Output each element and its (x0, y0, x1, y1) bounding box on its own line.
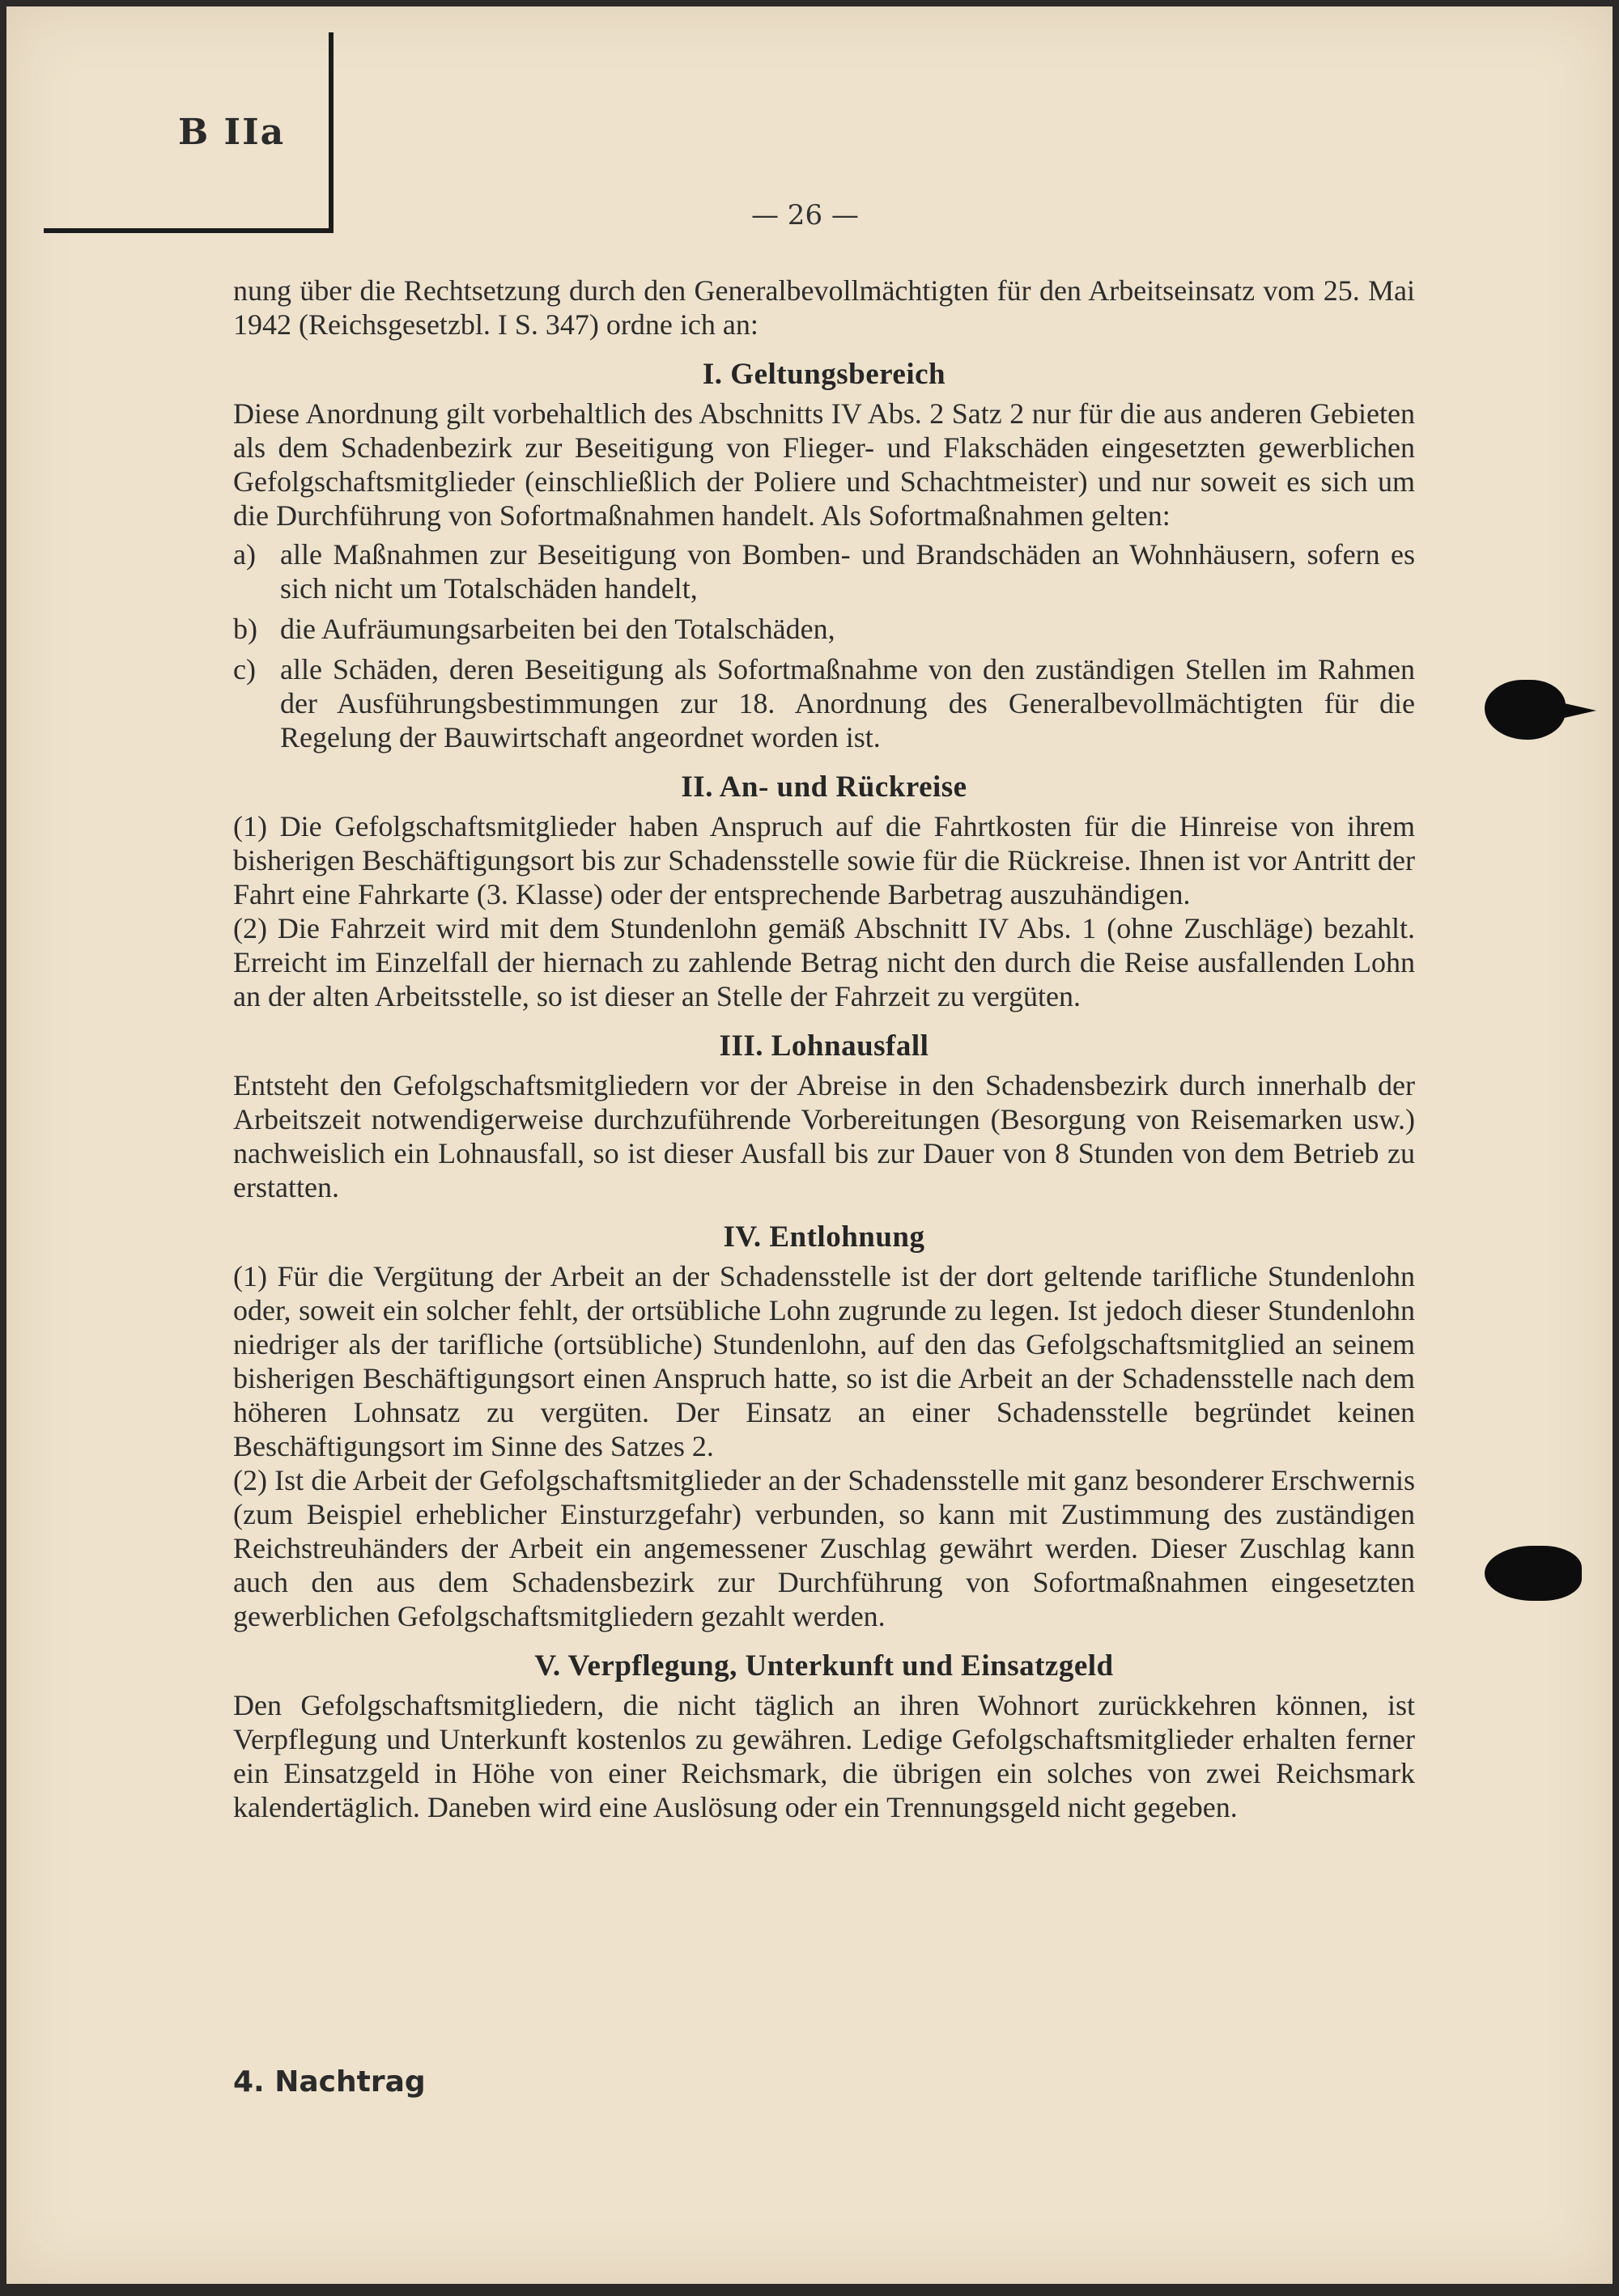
paragraph: Den Gefolgschaftsmitgliedern, die nicht täglich an ihren Wohnort zurückkehren können, ist Verpflegung und Unterkunft kostenlos zu gewähren. Ledige Gefolgschaftsmitglieder erhalten ferner ein Einsatzgeld in Höhe von einer Reichsmark, die übrigen ein solches von zwei Reichsmark kalendertäglich. Daneben wird eine Auslösung oder ein Trennungsgeld nicht gegeben. (233, 1689, 1415, 1823)
paragraph: (2) Ist die Arbeit der Gefolgschaftsmitglieder an der Schadensstelle mit ganz besonderer Erschwernis (zum Beispiel erheblicher Einsturzgefahr) verbunden, so kann mit Zustimmung des zuständigen Reichstreuhänders der Arbeit ein angemessener Zuschlag gewährt werden. Dieser Zuschlag kann auch den aus dem Schadensbezirk zur Durchführung von Sofortmaßnahmen eingesetzten gewerblichen Gefolgschaftsmitgliedern gezahlt werden. (233, 1464, 1415, 1632)
page-number: — 26 — (751, 199, 859, 231)
section-heading: II. An- und Rückreise (681, 770, 967, 804)
section-tag: B IIa (178, 112, 286, 153)
corner-mark-vertical (329, 32, 334, 233)
list-item (233, 612, 1415, 646)
punch-hole-mark (1485, 1546, 1582, 1601)
intro-paragraph: nung über die Rechtsetzung durch den Generalbevollmächtigten für den Arbeitseinsatz vom 25. Mai 1942 (Reichsgesetzbl. I S. 347) ordne ich an: (233, 274, 1415, 341)
paragraph: Diese Anordnung gilt vorbehaltlich des Abschnitts IV Abs. 2 Satz 2 nur für die aus anderen Gebieten als dem Schadenbezirk zur Beseitigung von Flieger- und Flakschäden eingesetzten gewerblichen Gefolgschaftsmitglieder (einschließlich der Poliere und Schachtmeister) und nur soweit es sich um die Durchführung von Sofortmaßnahmen handelt. Als Sofortmaßnahmen gelten: (233, 397, 1415, 532)
footer-nachtrag: 4. Nachtrag (233, 2065, 426, 2099)
punch-hole-mark (1485, 680, 1566, 740)
document-body (233, 274, 1415, 1824)
corner-mark-horizontal (44, 228, 334, 233)
list-item-text: alle Maßnahmen zur Beseitigung von Bomben- und Brandschäden an Wohnhäusern, sofern es sich nicht um Totalschäden handelt, (280, 538, 1415, 605)
list-item-label: a) (233, 538, 256, 571)
section-heading: I. Geltungsbereich (702, 358, 946, 391)
paragraph: Entsteht den Gefolgschaftsmitgliedern vor der Abreise in den Schadensbezirk durch innerhalb der Arbeitszeit notwendigerweise durchzuführende Vorbereitungen (Besorgung von Reisemarken usw.) nachweislich ein Lohnausfall, so ist dieser Ausfall bis zur Dauer von 8 Stunden von dem Betrieb zu erstatten. (233, 1069, 1415, 1203)
list-item-label: c) (233, 653, 256, 685)
list-item (233, 537, 1415, 605)
section-heading: III. Lohnausfall (719, 1029, 929, 1063)
paragraph: (1) Die Gefolgschaftsmitglieder haben Anspruch auf die Fahrtkosten für die Hinreise von ihrem bisherigen Beschäftigungsort bis zur Schadensstelle sowie für die Rückreise. Ihnen ist vor Antritt der Fahrt eine Fahrkarte (3. Klasse) oder der entsprechende Barbetrag auszuhändigen. (233, 810, 1415, 910)
list-item-text: alle Schäden, deren Beseitigung als Sofortmaßnahme von den zuständigen Stellen im Rahmen der Ausführungsbestimmungen zur 18. Anordnung des Generalbevollmächtigten für die Regelung der Bauwirtschaft angeordnet worden ist. (280, 653, 1415, 753)
section-heading: V. Verpflegung, Unterkunft und Einsatzgeld (534, 1649, 1114, 1683)
list-item-label: b) (233, 613, 257, 645)
list-item-text: die Aufräumungsarbeiten bei den Totalschäden, (280, 613, 835, 645)
list-item (233, 652, 1415, 754)
paragraph: (1) Für die Vergütung der Arbeit an der Schadensstelle ist der dort geltende tarifliche Stundenlohn oder, soweit ein solcher fehlt, der ortsübliche Lohn zugrunde zu legen. Ist jedoch dieser Stundenlohn niedriger als der tarifliche (ortsübliche) Stundenlohn, auf den das Gefolgschaftsmitglied an seinem bisherigen Beschäftigungsort einen Anspruch hatte, so ist die Arbeit an der Schadensstelle nach dem höheren Lohnsatz zu vergüten. Der Einsatz an einer Schadensstelle begründet keinen Beschäftigungsort im Sinne des Satzes 2. (233, 1260, 1415, 1462)
section-heading: IV. Entlohnung (723, 1220, 925, 1254)
paragraph: (2) Die Fahrzeit wird mit dem Stundenlohn gemäß Abschnitt IV Abs. 1 (ohne Zuschläge) bezahlt. Erreicht im Einzelfall der hiernach zu zahlende Betrag nicht den durch die Reise ausfallenden Lohn an der alten Arbeitsstelle, so ist dieser an Stelle der Fahrzeit zu vergüten. (233, 912, 1415, 1012)
